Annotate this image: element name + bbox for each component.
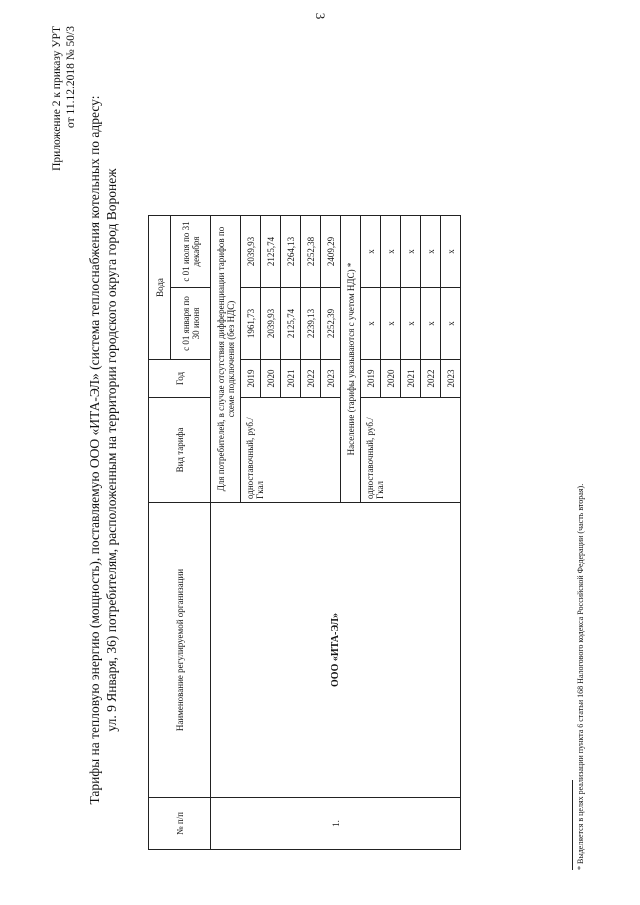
- s1-h1: 2252,39: [321, 288, 341, 360]
- header-tariff: Вид тарифа: [149, 398, 211, 503]
- s2-h2: x: [441, 216, 461, 288]
- header-water: Вода: [149, 216, 171, 360]
- title-line-2: ул. 9 Января, 36) потребителям, расположенным на территории городского округа город Воронеж: [104, 168, 119, 732]
- header-org: Наименование регулируемой организации: [149, 503, 211, 798]
- header-half-2: с 01 июля по 31 декабря: [171, 216, 211, 288]
- s1-year: 2020: [261, 360, 281, 398]
- s2-h1: x: [441, 288, 461, 360]
- s1-h2: 2409,29: [321, 216, 341, 288]
- s2-h1: x: [421, 288, 441, 360]
- s2-h1: x: [361, 288, 381, 360]
- footnote-rule: [572, 780, 573, 870]
- title-line-1: Тарифы на тепловую энергию (мощность), поставляемую ООО «ИТА-ЭЛ» (система теплоснабжения котельных по адресу:: [87, 95, 102, 805]
- s1-year: 2023: [321, 360, 341, 398]
- s1-year: 2021: [281, 360, 301, 398]
- s1-h2: 2039,93: [241, 216, 261, 288]
- s1-year: 2022: [301, 360, 321, 398]
- tariff-table: [148, 215, 461, 850]
- s1-h2: 2252,38: [301, 216, 321, 288]
- rotated-sheet: [20, 20, 620, 880]
- page-number: 3: [313, 12, 328, 20]
- s2-year: 2022: [421, 360, 441, 398]
- s2-h2: x: [361, 216, 381, 288]
- s2-h1: x: [401, 288, 421, 360]
- appendix-line-1: Приложение 2 к приказу УРТ: [51, 26, 63, 171]
- s2-year: 2020: [381, 360, 401, 398]
- s1-h2: 2264,13: [281, 216, 301, 288]
- section-2-tariff-type: одноставочный, руб./Гкал: [361, 398, 461, 503]
- s2-h2: x: [381, 216, 401, 288]
- section-2-title: Население (тарифы указываются с учетом НДС) *: [341, 216, 361, 503]
- s1-h1: 2125,74: [281, 288, 301, 360]
- s1-h1: 2239,13: [301, 288, 321, 360]
- s2-year: 2023: [441, 360, 461, 398]
- organization-name: ООО «ИТА-ЭЛ»: [211, 503, 461, 798]
- s2-h2: x: [421, 216, 441, 288]
- section-1-title: Для потребителей, в случае отсутствия дифференциации тарифов по схеме подключения (без НДС): [211, 216, 241, 503]
- header-half-1: с 01 января по 30 июня: [171, 288, 211, 360]
- s1-h1: 1961,73: [241, 288, 261, 360]
- s1-h1: 2039,93: [261, 288, 281, 360]
- s2-h2: x: [401, 216, 421, 288]
- s1-h2: 2125,74: [261, 216, 281, 288]
- appendix-line-2: от 11.12.2018 № 50/3: [65, 26, 77, 128]
- s2-year: 2021: [401, 360, 421, 398]
- row-number: 1.: [211, 798, 461, 850]
- s1-year: 2019: [241, 360, 261, 398]
- document-title: [86, 20, 120, 880]
- s2-year: 2019: [361, 360, 381, 398]
- s2-h1: x: [381, 288, 401, 360]
- footnote: * Выделяется в целях реализации пункта 6 статьи 168 Налогового кодекса Российской Федерации (часть вторая).: [576, 483, 585, 870]
- section-1-tariff-type: одноставочный, руб./Гкал: [241, 398, 341, 503]
- header-year: Год: [149, 360, 211, 398]
- header-num: № п/п: [149, 798, 211, 850]
- appendix-note: [50, 26, 78, 171]
